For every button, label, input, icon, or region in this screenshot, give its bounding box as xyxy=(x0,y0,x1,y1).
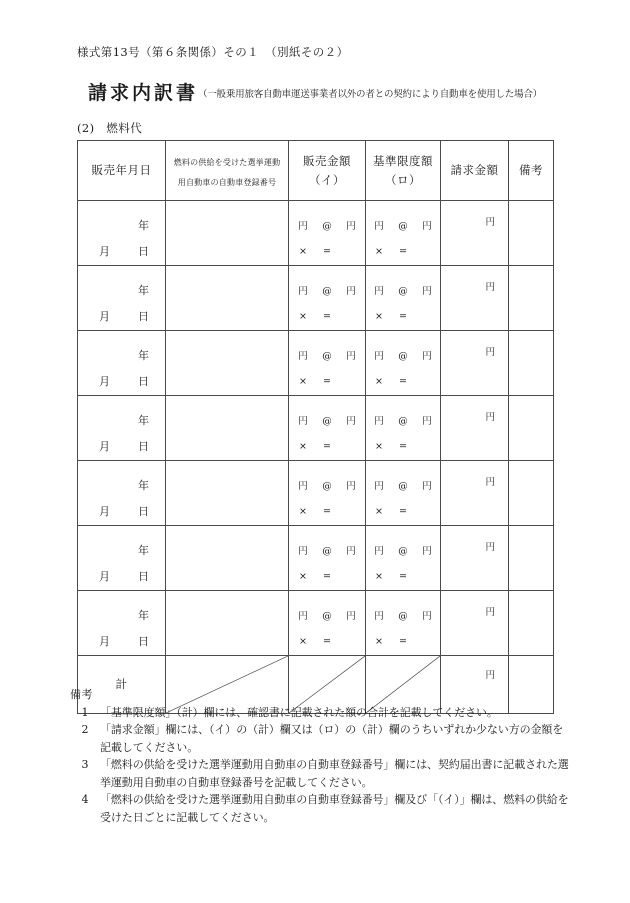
cell-claim-yen: 円 xyxy=(485,347,495,358)
cell-sale-date[interactable] xyxy=(78,201,166,266)
cell-sale-date-month: 月 xyxy=(99,505,110,518)
column-header-sale-amount-label: 販売金額 xyxy=(303,154,351,168)
cell-remarks[interactable] xyxy=(509,526,554,591)
cell-claim-yen: 円 xyxy=(485,217,495,228)
cell-sale-date-year: 年 xyxy=(138,414,149,427)
cell-sale-equals: = xyxy=(323,246,331,257)
cell-limit-yen-1: 円 xyxy=(374,546,384,557)
cell-sale-date[interactable] xyxy=(78,526,166,591)
cell-limit-equals: = xyxy=(399,441,407,452)
cell-limit-yen-2: 円 xyxy=(422,416,432,427)
cell-sale-equals: = xyxy=(323,636,331,647)
cell-sale-equals: = xyxy=(323,376,331,387)
cell-vehicle-reg-no[interactable] xyxy=(166,461,289,526)
cell-sale-date-year: 年 xyxy=(138,349,149,362)
cell-sale-yen-2: 円 xyxy=(346,286,356,297)
cell-limit-equals: = xyxy=(399,571,407,582)
cell-limit-at: @ xyxy=(398,546,408,557)
remarks-item-number: 1 xyxy=(81,705,89,719)
cell-sale-date-month: 月 xyxy=(99,570,110,583)
cell-sale-date[interactable] xyxy=(78,266,166,331)
cell-sale-amount[interactable] xyxy=(289,591,366,656)
cell-limit-yen-1: 円 xyxy=(374,481,384,492)
cell-limit-yen-1: 円 xyxy=(374,351,384,362)
cell-limit-yen-2: 円 xyxy=(422,221,432,232)
cell-limit-yen-2: 円 xyxy=(422,611,432,622)
cell-sale-date-year: 年 xyxy=(138,544,149,557)
cell-sale-yen-2: 円 xyxy=(346,481,356,492)
cell-limit-yen-2: 円 xyxy=(422,351,432,362)
cell-sale-equals: = xyxy=(323,311,331,322)
cell-vehicle-reg-no[interactable] xyxy=(166,591,289,656)
remarks-item xyxy=(70,721,570,756)
cell-claim-yen: 円 xyxy=(485,412,495,423)
cell-sale-date[interactable] xyxy=(78,461,166,526)
cell-sale-date-month: 月 xyxy=(99,635,110,648)
cell-sale-date-year: 年 xyxy=(138,609,149,622)
cell-claim-amount[interactable] xyxy=(441,266,509,331)
cell-sale-amount[interactable] xyxy=(289,201,366,266)
total-label-text: 計 xyxy=(115,677,128,691)
fuel-cost-table xyxy=(77,140,554,714)
cell-sale-date-day: 日 xyxy=(138,245,149,258)
remarks-item xyxy=(70,704,570,722)
cell-limit-yen-1: 円 xyxy=(374,221,384,232)
cell-sale-at: @ xyxy=(322,611,332,622)
page-title: 請求内訳書 xyxy=(87,82,198,104)
page-title-note: （一般乗用旅客自動車運送事業者以外の者との契約により自動車を使用した場合） xyxy=(197,89,543,100)
cell-limit-equals: = xyxy=(399,506,407,517)
cell-remarks[interactable] xyxy=(509,461,554,526)
column-header-limit-amount-label: 基準限度額 xyxy=(373,154,433,168)
cell-sale-yen-1: 円 xyxy=(298,351,308,362)
table-row[interactable] xyxy=(78,526,554,591)
remarks-item-text: 「基準限度額」（計）欄には、確認書に記載された額の合計を記載してください。 xyxy=(100,705,498,719)
cell-limit-times: × xyxy=(375,246,383,257)
remarks-item-text: 「燃料の供給を受けた選挙運動用自動車の自動車登録番号」欄及び「（イ）」欄は、燃料の供給を受けた日ごとに記載してください。 xyxy=(100,793,569,824)
cell-limit-times: × xyxy=(375,636,383,647)
column-header-sale-date-label: 販売年月日 xyxy=(91,163,152,177)
remarks-item xyxy=(70,791,570,826)
cell-sale-date[interactable] xyxy=(78,331,166,396)
cell-limit-amount[interactable] xyxy=(366,266,441,331)
column-header-claim-amount xyxy=(441,141,509,201)
table-row[interactable] xyxy=(78,201,554,266)
cell-limit-yen-1: 円 xyxy=(374,286,384,297)
cell-sale-at: @ xyxy=(322,481,332,492)
cell-sale-amount[interactable] xyxy=(289,266,366,331)
fuel-cost-table-wrapper xyxy=(77,140,553,714)
cell-limit-yen-2: 円 xyxy=(422,286,432,297)
table-row[interactable] xyxy=(78,266,554,331)
cell-sale-amount[interactable] xyxy=(289,526,366,591)
cell-limit-equals: = xyxy=(399,246,407,257)
document-title-block xyxy=(0,78,630,105)
cell-vehicle-reg-no[interactable] xyxy=(166,396,289,461)
column-header-sale-date xyxy=(78,141,166,201)
section-label-fuel-cost: (2) 燃料代 xyxy=(77,121,143,135)
cell-sale-date-day: 日 xyxy=(138,375,149,388)
cell-claim-amount[interactable] xyxy=(441,526,509,591)
cell-sale-times: × xyxy=(299,246,307,257)
cell-claim-yen: 円 xyxy=(485,477,495,488)
cell-sale-yen-1: 円 xyxy=(298,481,308,492)
table-row[interactable] xyxy=(78,331,554,396)
cell-sale-equals: = xyxy=(323,441,331,452)
cell-remarks[interactable] xyxy=(509,396,554,461)
cell-sale-date[interactable] xyxy=(78,591,166,656)
cell-limit-yen-2: 円 xyxy=(422,481,432,492)
cell-vehicle-reg-no[interactable] xyxy=(166,331,289,396)
cell-remarks[interactable] xyxy=(509,201,554,266)
cell-limit-at: @ xyxy=(398,481,408,492)
cell-sale-equals: = xyxy=(323,571,331,582)
cell-sale-at: @ xyxy=(322,286,332,297)
cell-sale-amount[interactable] xyxy=(289,331,366,396)
cell-sale-date-year: 年 xyxy=(138,219,149,232)
remarks-item-number: 4 xyxy=(81,793,89,806)
cell-sale-date[interactable] xyxy=(78,396,166,461)
cell-sale-yen-1: 円 xyxy=(298,286,308,297)
cell-limit-yen-2: 円 xyxy=(422,546,432,557)
cell-sale-date-month: 月 xyxy=(99,375,110,388)
cell-sale-yen-1: 円 xyxy=(298,221,308,232)
cell-sale-amount[interactable] xyxy=(289,461,366,526)
cell-sale-times: × xyxy=(299,376,307,387)
cell-limit-at: @ xyxy=(398,221,408,232)
cell-vehicle-reg-no[interactable] xyxy=(166,266,289,331)
cell-vehicle-reg-no[interactable] xyxy=(166,526,289,591)
cell-limit-amount[interactable] xyxy=(366,331,441,396)
cell-limit-times: × xyxy=(375,376,383,387)
cell-limit-times: × xyxy=(375,571,383,582)
cell-limit-times: × xyxy=(375,441,383,452)
cell-sale-date-year: 年 xyxy=(138,479,149,492)
remarks-item-number: 3 xyxy=(81,758,89,771)
cell-sale-date-day: 日 xyxy=(138,505,149,518)
cell-claim-amount[interactable] xyxy=(441,396,509,461)
remarks-item-text: 「請求金額」欄には、（イ）の（計）欄又は（ロ）の（計）欄のうちいずれか少ない方の金額を記載してください。 xyxy=(100,723,564,754)
cell-claim-yen: 円 xyxy=(485,542,495,553)
cell-sale-date-month: 月 xyxy=(99,245,110,258)
cell-sale-yen-2: 円 xyxy=(346,221,356,232)
cell-limit-at: @ xyxy=(398,611,408,622)
cell-sale-amount[interactable] xyxy=(289,396,366,461)
cell-limit-yen-1: 円 xyxy=(374,416,384,427)
cell-claim-amount[interactable] xyxy=(441,591,509,656)
cell-claim-yen: 円 xyxy=(485,282,495,293)
cell-sale-times: × xyxy=(299,441,307,452)
cell-sale-times: × xyxy=(299,311,307,322)
cell-sale-date-day: 日 xyxy=(138,635,149,648)
cell-limit-amount[interactable] xyxy=(366,396,441,461)
remarks-section xyxy=(70,686,570,826)
cell-claim-yen: 円 xyxy=(485,607,495,618)
cell-sale-at: @ xyxy=(322,416,332,427)
cell-limit-amount[interactable] xyxy=(366,461,441,526)
cell-sale-equals: = xyxy=(323,506,331,517)
column-header-sale-amount-mark: （イ） xyxy=(309,173,345,187)
cell-limit-at: @ xyxy=(398,351,408,362)
remarks-item xyxy=(70,756,570,791)
column-header-sale-amount xyxy=(289,141,366,201)
cell-limit-amount[interactable] xyxy=(366,591,441,656)
cell-limit-amount[interactable] xyxy=(366,201,441,266)
cell-sale-yen-2: 円 xyxy=(346,546,356,557)
cell-sale-times: × xyxy=(299,571,307,582)
form-number-label: 様式第13号（第６条関係）その１ （別紙その２） xyxy=(77,45,349,59)
column-header-limit-amount-mark: （ロ） xyxy=(385,173,421,187)
cell-sale-at: @ xyxy=(322,351,332,362)
cell-sale-yen-2: 円 xyxy=(346,611,356,622)
cell-limit-at: @ xyxy=(398,416,408,427)
column-header-limit-amount xyxy=(366,141,441,201)
cell-sale-times: × xyxy=(299,636,307,647)
cell-sale-date-day: 日 xyxy=(138,310,149,323)
cell-limit-at: @ xyxy=(398,286,408,297)
cell-sale-at: @ xyxy=(322,546,332,557)
cell-limit-yen-1: 円 xyxy=(374,611,384,622)
cell-sale-date-month: 月 xyxy=(99,440,110,453)
cell-claim-amount[interactable] xyxy=(441,331,509,396)
cell-sale-date-year: 年 xyxy=(138,284,149,297)
cell-remarks[interactable] xyxy=(509,591,554,656)
table-row[interactable] xyxy=(78,461,554,526)
cell-sale-date-day: 日 xyxy=(138,570,149,583)
cell-remarks[interactable] xyxy=(509,266,554,331)
column-header-vehicle-reg-no-line2: 用自動車の自動車登録番号 xyxy=(177,178,277,187)
cell-limit-equals: = xyxy=(399,311,407,322)
cell-total-claim-yen: 円 xyxy=(485,670,495,681)
table-header-row xyxy=(78,141,554,201)
cell-remarks[interactable] xyxy=(509,331,554,396)
column-header-remarks-label: 備考 xyxy=(519,163,543,177)
column-header-claim-amount-label: 請求金額 xyxy=(450,163,499,177)
cell-sale-yen-2: 円 xyxy=(346,351,356,362)
cell-sale-yen-2: 円 xyxy=(346,416,356,427)
cell-sale-date-day: 日 xyxy=(138,440,149,453)
cell-sale-times: × xyxy=(299,506,307,517)
cell-sale-yen-1: 円 xyxy=(298,546,308,557)
cell-sale-at: @ xyxy=(322,221,332,232)
cell-claim-amount[interactable] xyxy=(441,201,509,266)
column-header-remarks xyxy=(509,141,554,201)
cell-limit-times: × xyxy=(375,311,383,322)
table-row[interactable] xyxy=(78,396,554,461)
remarks-item-number: 2 xyxy=(81,723,89,736)
cell-limit-times: × xyxy=(375,506,383,517)
cell-limit-equals: = xyxy=(399,376,407,387)
cell-vehicle-reg-no[interactable] xyxy=(166,201,289,266)
cell-claim-amount[interactable] xyxy=(441,461,509,526)
cell-sale-yen-1: 円 xyxy=(298,611,308,622)
table-row[interactable] xyxy=(78,591,554,656)
remarks-item-text: 「燃料の供給を受けた選挙運動用自動車の自動車登録番号」欄には、契約届出書に記載された選挙運動用自動車の自動車登録番号を記載してください。 xyxy=(100,758,569,789)
cell-limit-amount[interactable] xyxy=(366,526,441,591)
remarks-title: 備考 xyxy=(70,688,93,701)
cell-sale-yen-1: 円 xyxy=(298,416,308,427)
cell-sale-date-month: 月 xyxy=(99,310,110,323)
cell-limit-equals: = xyxy=(399,636,407,647)
column-header-vehicle-reg-no-line1: 燃料の供給を受けた選挙運動 xyxy=(173,158,281,167)
column-header-vehicle-reg-no xyxy=(166,141,289,201)
